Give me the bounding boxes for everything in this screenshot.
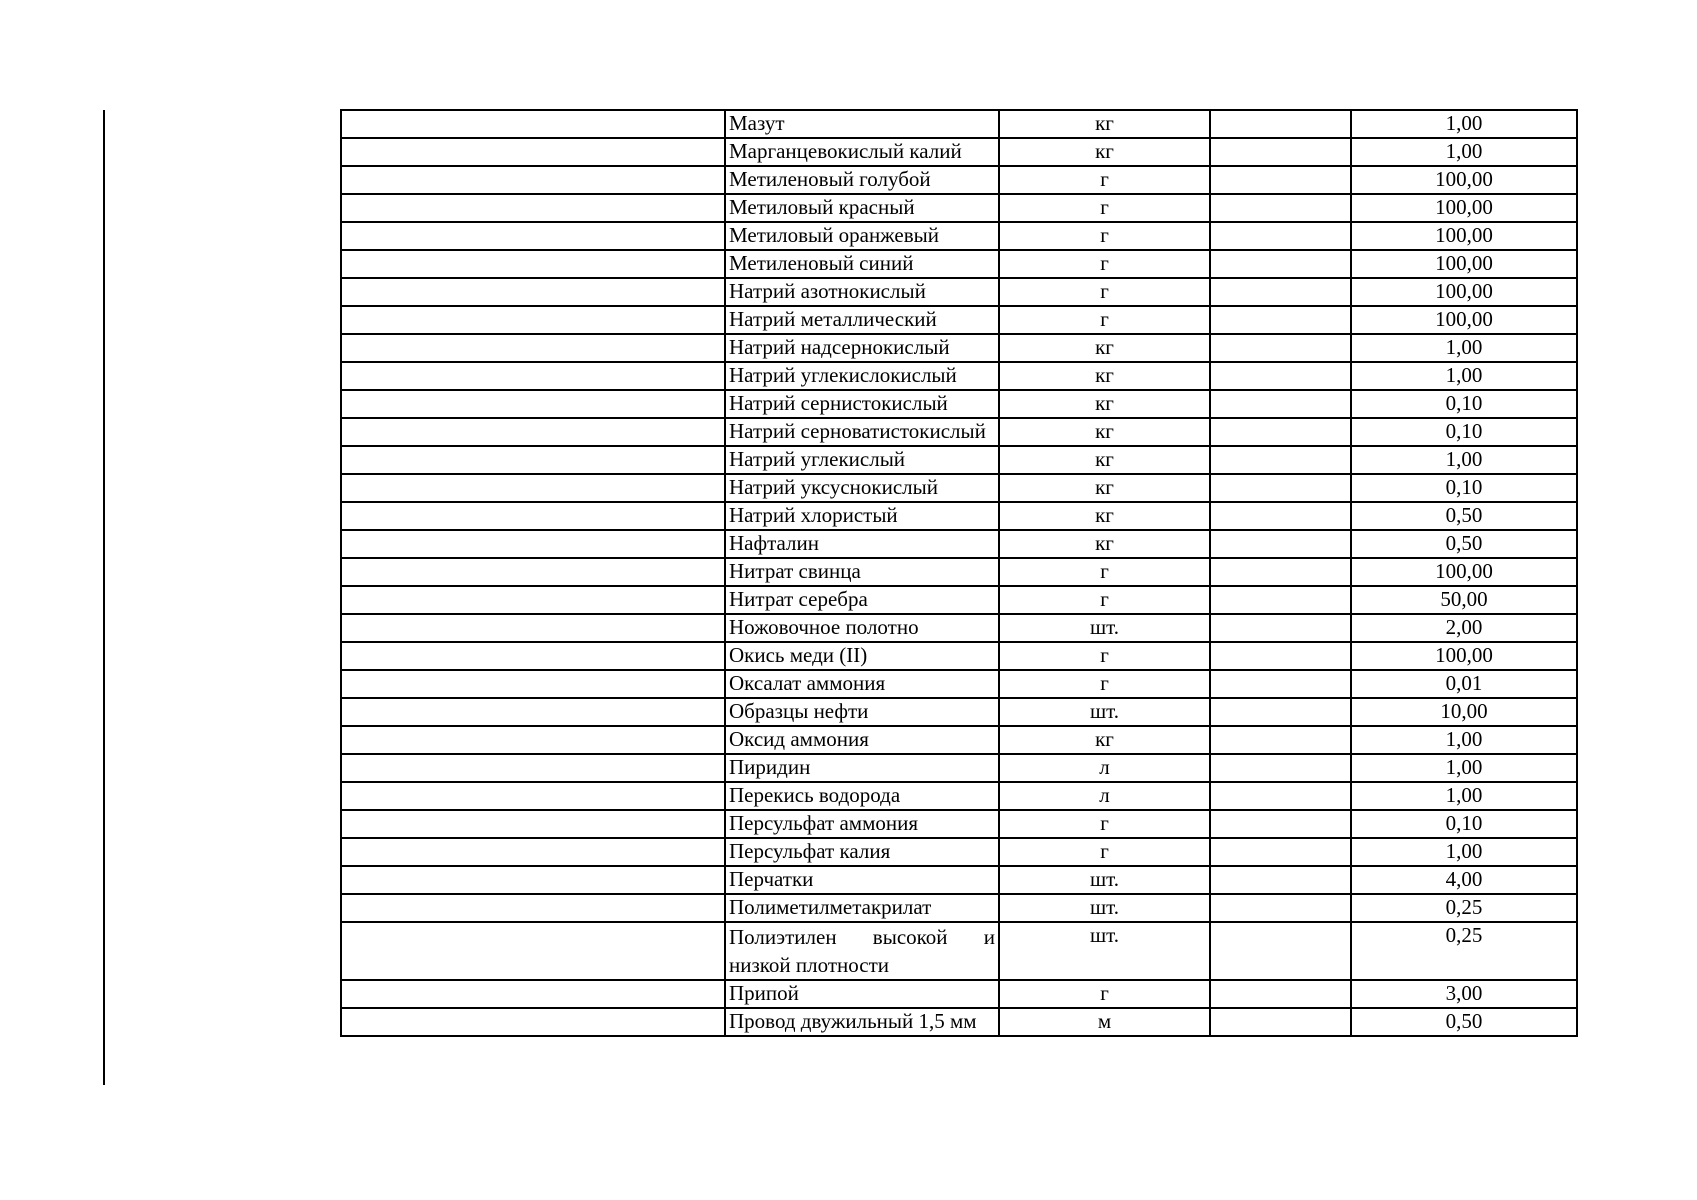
empty-cell <box>1210 334 1351 362</box>
quantity-cell: 100,00 <box>1351 278 1577 306</box>
table-row <box>341 502 1577 530</box>
item-name-cell <box>725 138 999 166</box>
item-name: Перчатки <box>729 867 814 891</box>
item-name: Нитрат свинца <box>729 559 861 583</box>
item-name-cell <box>725 166 999 194</box>
quantity-cell: 0,10 <box>1351 418 1577 446</box>
unit-cell: л <box>999 754 1210 782</box>
item-name: Натрий сернистокислый <box>729 391 948 415</box>
quantity-cell: 1,00 <box>1351 446 1577 474</box>
empty-cell <box>1210 782 1351 810</box>
item-name-cell <box>725 446 999 474</box>
table-row <box>341 222 1577 250</box>
item-name: Оксалат аммония <box>729 671 886 695</box>
item-name: Метиловый красный <box>729 195 915 219</box>
unit-cell: шт. <box>999 894 1210 922</box>
table-row <box>341 418 1577 446</box>
table-row <box>341 474 1577 502</box>
item-name-cell <box>725 698 999 726</box>
table-row <box>341 642 1577 670</box>
item-name: Персульфат калия <box>729 839 891 863</box>
empty-cell <box>1210 754 1351 782</box>
unit-cell: г <box>999 586 1210 614</box>
unit-cell: кг <box>999 726 1210 754</box>
item-name: Перекись водорода <box>729 783 901 807</box>
table-row <box>341 306 1577 334</box>
page-margin-line <box>103 110 105 1085</box>
table-row <box>341 894 1577 922</box>
item-name: Натрий надсернокислый <box>729 335 950 359</box>
empty-cell <box>341 474 725 502</box>
empty-cell <box>341 446 725 474</box>
unit-cell: шт. <box>999 698 1210 726</box>
quantity-cell: 100,00 <box>1351 558 1577 586</box>
empty-cell <box>341 530 725 558</box>
table-row <box>341 530 1577 558</box>
empty-cell <box>1210 642 1351 670</box>
empty-cell <box>341 1008 725 1036</box>
item-name: Метиловый оранжевый <box>729 223 939 247</box>
quantity-cell: 0,10 <box>1351 810 1577 838</box>
item-name-cell <box>725 110 999 138</box>
empty-cell <box>1210 222 1351 250</box>
item-name: Припой <box>729 981 799 1005</box>
table-row <box>341 726 1577 754</box>
table-row <box>341 922 1577 980</box>
quantity-cell: 1,00 <box>1351 334 1577 362</box>
unit-cell: кг <box>999 502 1210 530</box>
item-name-cell <box>725 754 999 782</box>
item-name-cell <box>725 586 999 614</box>
unit-cell: г <box>999 250 1210 278</box>
item-name-cell <box>725 810 999 838</box>
unit-cell: г <box>999 980 1210 1008</box>
empty-cell <box>341 838 725 866</box>
empty-cell <box>341 250 725 278</box>
unit-cell: шт. <box>999 922 1210 980</box>
item-name: Нитрат серебра <box>729 587 868 611</box>
empty-cell <box>1210 726 1351 754</box>
empty-cell <box>1210 474 1351 502</box>
item-name: Натрий хлористый <box>729 503 898 527</box>
empty-cell <box>341 390 725 418</box>
empty-cell <box>1210 362 1351 390</box>
quantity-cell: 1,00 <box>1351 838 1577 866</box>
empty-cell <box>1210 250 1351 278</box>
quantity-cell: 1,00 <box>1351 726 1577 754</box>
item-name-cell <box>725 782 999 810</box>
quantity-cell: 100,00 <box>1351 194 1577 222</box>
empty-cell <box>341 138 725 166</box>
quantity-cell: 100,00 <box>1351 642 1577 670</box>
item-name: Метиленовый синий <box>729 251 914 275</box>
item-name: Натрий азотнокислый <box>729 279 926 303</box>
item-name: Персульфат аммония <box>729 811 919 835</box>
empty-cell <box>341 418 725 446</box>
unit-cell: кг <box>999 530 1210 558</box>
quantity-cell: 1,00 <box>1351 110 1577 138</box>
unit-cell: м <box>999 1008 1210 1036</box>
empty-cell <box>1210 418 1351 446</box>
empty-cell <box>1210 614 1351 642</box>
unit-cell: кг <box>999 110 1210 138</box>
item-name: Ножовочное полотно <box>729 615 919 639</box>
empty-cell <box>341 502 725 530</box>
unit-cell: шт. <box>999 866 1210 894</box>
item-name-cell <box>725 530 999 558</box>
empty-cell <box>341 922 725 980</box>
empty-cell <box>1210 390 1351 418</box>
item-name-cell <box>725 418 999 446</box>
item-name: Натрий металлический <box>729 307 937 331</box>
item-name: Нафталин <box>729 531 819 555</box>
unit-cell: г <box>999 222 1210 250</box>
item-name-cell <box>725 390 999 418</box>
table-row <box>341 362 1577 390</box>
item-name-cell <box>725 250 999 278</box>
empty-cell <box>1210 838 1351 866</box>
unit-cell: шт. <box>999 614 1210 642</box>
table-row <box>341 782 1577 810</box>
item-name-cell <box>725 334 999 362</box>
item-name: Марганцевокислый калий <box>729 139 962 163</box>
empty-cell <box>1210 138 1351 166</box>
item-name-cell <box>725 474 999 502</box>
empty-cell <box>1210 194 1351 222</box>
empty-cell <box>341 894 725 922</box>
unit-cell: г <box>999 670 1210 698</box>
empty-cell <box>341 726 725 754</box>
empty-cell <box>341 362 725 390</box>
empty-cell <box>341 670 725 698</box>
empty-cell <box>341 166 725 194</box>
quantity-cell: 0,10 <box>1351 474 1577 502</box>
empty-cell <box>341 334 725 362</box>
quantity-cell: 100,00 <box>1351 306 1577 334</box>
table-row <box>341 754 1577 782</box>
empty-cell <box>1210 670 1351 698</box>
quantity-cell: 100,00 <box>1351 222 1577 250</box>
table-row <box>341 698 1577 726</box>
table-row <box>341 670 1577 698</box>
quantity-cell: 0,25 <box>1351 922 1577 980</box>
unit-cell: кг <box>999 474 1210 502</box>
empty-cell <box>1210 530 1351 558</box>
table-row <box>341 614 1577 642</box>
empty-cell <box>1210 306 1351 334</box>
item-name-cell <box>725 306 999 334</box>
unit-cell: г <box>999 194 1210 222</box>
table-row <box>341 166 1577 194</box>
unit-cell: кг <box>999 334 1210 362</box>
empty-cell <box>1210 586 1351 614</box>
table-row <box>341 334 1577 362</box>
empty-cell <box>1210 922 1351 980</box>
item-name-cell <box>725 502 999 530</box>
supplies-table-body <box>341 110 1577 1036</box>
quantity-cell: 50,00 <box>1351 586 1577 614</box>
empty-cell <box>1210 810 1351 838</box>
item-name: Провод двужильный 1,5 мм <box>729 1009 977 1033</box>
empty-cell <box>341 754 725 782</box>
item-name: Окись меди (II) <box>729 643 868 667</box>
quantity-cell: 0,01 <box>1351 670 1577 698</box>
empty-cell <box>341 586 725 614</box>
item-name-cell <box>725 614 999 642</box>
quantity-cell: 3,00 <box>1351 980 1577 1008</box>
item-name: Мазут <box>729 111 785 135</box>
empty-cell <box>341 782 725 810</box>
unit-cell: кг <box>999 390 1210 418</box>
item-name: Полиметилметакрилат <box>729 895 932 919</box>
empty-cell <box>341 194 725 222</box>
quantity-cell: 0,50 <box>1351 1008 1577 1036</box>
empty-cell <box>1210 166 1351 194</box>
unit-cell: г <box>999 838 1210 866</box>
table-row <box>341 110 1577 138</box>
item-name: Полиэтилен высокой и низкой плотности <box>729 925 995 977</box>
empty-cell <box>341 278 725 306</box>
empty-cell <box>1210 110 1351 138</box>
empty-cell <box>341 866 725 894</box>
item-name-cell <box>725 980 999 1008</box>
quantity-cell: 0,50 <box>1351 502 1577 530</box>
item-name: Образцы нефти <box>729 699 869 723</box>
quantity-cell: 1,00 <box>1351 138 1577 166</box>
quantity-cell: 1,00 <box>1351 754 1577 782</box>
empty-cell <box>1210 894 1351 922</box>
table-row <box>341 390 1577 418</box>
quantity-cell: 1,00 <box>1351 362 1577 390</box>
empty-cell <box>341 558 725 586</box>
table-row <box>341 810 1577 838</box>
item-name-cell <box>725 558 999 586</box>
empty-cell <box>341 110 725 138</box>
unit-cell: г <box>999 166 1210 194</box>
table-row <box>341 1008 1577 1036</box>
empty-cell <box>341 642 725 670</box>
item-name-cell <box>725 866 999 894</box>
quantity-cell: 0,10 <box>1351 390 1577 418</box>
empty-cell <box>1210 278 1351 306</box>
quantity-cell: 2,00 <box>1351 614 1577 642</box>
table-row <box>341 838 1577 866</box>
item-name: Пиридин <box>729 755 811 779</box>
empty-cell <box>341 980 725 1008</box>
table-row <box>341 558 1577 586</box>
table-row <box>341 446 1577 474</box>
item-name-cell <box>725 726 999 754</box>
unit-cell: кг <box>999 446 1210 474</box>
unit-cell: г <box>999 306 1210 334</box>
table-row <box>341 194 1577 222</box>
empty-cell <box>341 810 725 838</box>
quantity-cell: 0,50 <box>1351 530 1577 558</box>
supplies-table <box>340 109 1578 1037</box>
unit-cell: кг <box>999 138 1210 166</box>
unit-cell: г <box>999 642 1210 670</box>
item-name-cell <box>725 194 999 222</box>
unit-cell: кг <box>999 362 1210 390</box>
item-name: Натрий серноватистокислый <box>729 419 986 443</box>
unit-cell: г <box>999 810 1210 838</box>
quantity-cell: 0,25 <box>1351 894 1577 922</box>
item-name: Натрий уксуснокислый <box>729 475 938 499</box>
item-name-cell <box>725 278 999 306</box>
item-name: Метиленовый голубой <box>729 167 931 191</box>
table-row <box>341 138 1577 166</box>
table-row <box>341 586 1577 614</box>
empty-cell <box>1210 866 1351 894</box>
item-name-cell <box>725 838 999 866</box>
item-name-cell <box>725 362 999 390</box>
unit-cell: г <box>999 558 1210 586</box>
quantity-cell: 100,00 <box>1351 250 1577 278</box>
empty-cell <box>1210 446 1351 474</box>
item-name: Натрий углекислый <box>729 447 906 471</box>
table-row <box>341 866 1577 894</box>
item-name: Натрий углекислокислый <box>729 363 957 387</box>
quantity-cell: 10,00 <box>1351 698 1577 726</box>
item-name: Оксид аммония <box>729 727 869 751</box>
unit-cell: кг <box>999 418 1210 446</box>
empty-cell <box>1210 558 1351 586</box>
table-row <box>341 250 1577 278</box>
empty-cell <box>1210 502 1351 530</box>
empty-cell <box>341 614 725 642</box>
table-row <box>341 980 1577 1008</box>
empty-cell <box>341 222 725 250</box>
table-row <box>341 278 1577 306</box>
item-name-cell <box>725 894 999 922</box>
item-name-cell <box>725 222 999 250</box>
unit-cell: г <box>999 278 1210 306</box>
quantity-cell: 4,00 <box>1351 866 1577 894</box>
empty-cell <box>1210 1008 1351 1036</box>
empty-cell <box>1210 698 1351 726</box>
empty-cell <box>341 698 725 726</box>
empty-cell <box>341 306 725 334</box>
item-name-cell <box>725 670 999 698</box>
unit-cell: л <box>999 782 1210 810</box>
empty-cell <box>1210 980 1351 1008</box>
item-name-cell <box>725 1008 999 1036</box>
quantity-cell: 100,00 <box>1351 166 1577 194</box>
item-name-cell <box>725 642 999 670</box>
quantity-cell: 1,00 <box>1351 782 1577 810</box>
item-name-cell <box>725 922 999 980</box>
